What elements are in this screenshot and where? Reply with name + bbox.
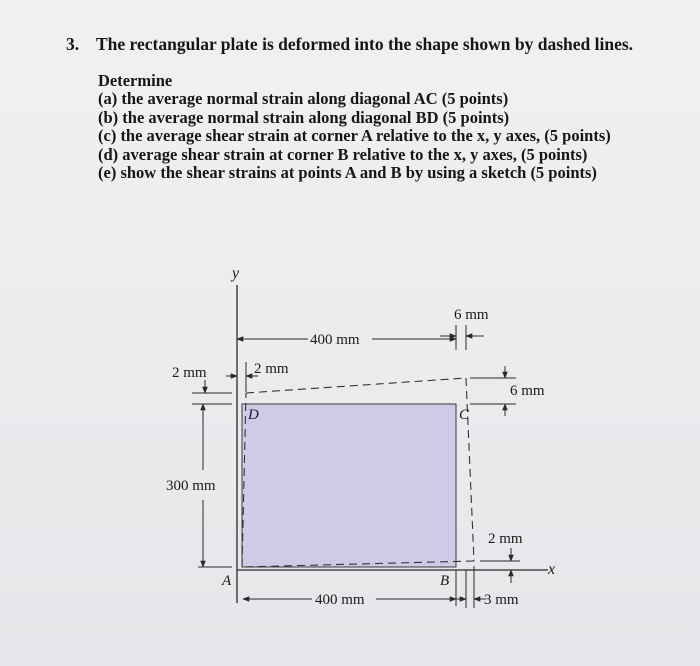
part-a: (a) the average normal strain along diagonal AC (5 points) [98, 89, 509, 108]
dim-bottom-width-label: 400 mm [315, 592, 365, 608]
dim-height-label: 300 mm [166, 478, 216, 494]
dim-c-vertical-label: 6 mm [510, 383, 545, 399]
dim-c-horizontal-label: 6 mm [454, 307, 489, 323]
determine-label: Determine [98, 71, 173, 90]
deformed-edge-dc [246, 378, 466, 393]
deformed-edge-cb [466, 378, 474, 561]
dim-c-horizontal [440, 325, 484, 350]
part-c: (c) the average shear strain at corner A relative to the x, y axes, (5 points) [98, 126, 611, 146]
y-axis-label: y [232, 265, 240, 282]
corner-a-label: A [222, 573, 232, 589]
plate-original [242, 404, 456, 567]
dim-b-vertical-label: 2 mm [488, 531, 523, 547]
corner-d-label: D [248, 407, 259, 423]
x-axis-label: x [548, 561, 556, 578]
dim-b-horizontal-label: 3 mm [484, 592, 519, 608]
corner-b-label: B [440, 573, 450, 589]
corner-c-label: C [459, 407, 470, 423]
dim-b-horizontal [454, 566, 486, 608]
dim-left-vertical-label: 2 mm [172, 365, 207, 381]
problem-number: 3. [66, 34, 80, 54]
dim-left-vertical [192, 380, 232, 404]
part-e: (e) show the shear strains at points A and B by using a sketch (5 points) [98, 163, 597, 183]
part-b: (b) the average normal strain along diagonal BD (5 points) [98, 107, 510, 127]
part-d: (d) average shear strain at corner B relative to the x, y axes, (5 points) [98, 144, 588, 164]
dim-top-width-label: 400 mm [310, 332, 360, 348]
problem-statement: The rectangular plate is deformed into the shape shown by dashed lines. [96, 34, 634, 54]
dim-d-horizontal-label: 2 mm [254, 361, 289, 377]
dim-b-vertical [480, 548, 520, 583]
